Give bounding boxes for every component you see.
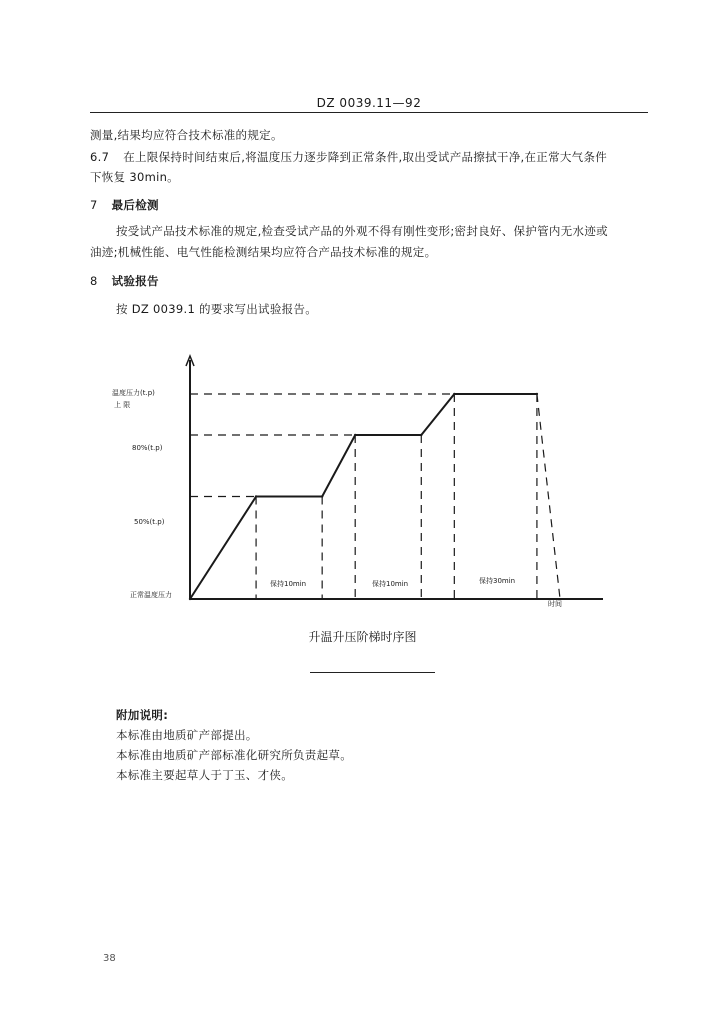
clause-6-7-continued: 下恢复 30min。 (90, 170, 179, 184)
heating-pressure-step-chart (0, 350, 725, 630)
figure-caption: 升温升压阶梯时序图 (308, 630, 417, 644)
section-8-text: 按 DZ 0039.1 的要求写出试验报告。 (116, 302, 318, 316)
step-point-2 (255, 495, 257, 497)
note-title: 附加说明: (116, 708, 169, 722)
end-rule (310, 672, 435, 673)
section-7-heading (90, 194, 159, 216)
section-8-heading (90, 270, 159, 292)
recovery-line (537, 394, 560, 599)
header-rule (90, 112, 648, 113)
y-label-normal: 正常温度压力 (130, 591, 172, 599)
y-label-80: 80%(t.p) (132, 444, 163, 452)
step-series-line-1 (190, 394, 537, 599)
y-label-upper-line-2: 上 限 (114, 401, 131, 409)
step-point-7 (536, 393, 538, 395)
x-axis-label: 时间 (548, 600, 562, 608)
note-line-3: 本标准主要起草人于丁玉、才侠。 (116, 768, 293, 782)
section-number: 8 (90, 274, 98, 288)
y-label-upper-line-1: 温度压力(t.p) (112, 389, 155, 397)
section-number: 7 (90, 198, 98, 212)
hold-label-2: 保持10min (372, 580, 409, 588)
step-point-5 (420, 434, 422, 436)
note-line-2: 本标准由地质矿产部标准化研究所负责起草。 (116, 748, 352, 762)
standard-number-header: DZ 0039.11—92 (316, 96, 422, 110)
hold-label-1: 保持10min (270, 580, 307, 588)
step-point-6 (453, 393, 455, 395)
continued-text-line: 测量,结果均应符合技术标准的规定。 (90, 128, 283, 142)
step-point-4 (354, 434, 356, 436)
note-line-1: 本标准由地质矿产部提出。 (116, 728, 258, 742)
clause-text: 在上限保持时间结束后,将温度压力逐步降到正常条件,取出受试产品擦拭干净,在正常大气条件 (123, 150, 608, 164)
section-title: 最后检测 (111, 198, 159, 212)
section-7-text-line-2: 油迹;机械性能、电气性能检测结果均应符合产品技术标准的规定。 (90, 245, 437, 259)
y-label-50: 50%(t.p) (134, 518, 165, 526)
section-7-text-line-1: 按受试产品技术标准的规定,检查受试产品的外观不得有刚性变形;密封良好、保护管内无水迹或 (116, 224, 608, 238)
step-point-3 (321, 495, 323, 497)
hold-label-3: 保持30min (479, 577, 516, 585)
section-title: 试验报告 (111, 274, 159, 288)
clause-number: 6.7 (90, 150, 110, 164)
page-number: 38 (103, 953, 116, 964)
clause-6-7 (90, 146, 607, 168)
step-point-1 (189, 598, 191, 600)
